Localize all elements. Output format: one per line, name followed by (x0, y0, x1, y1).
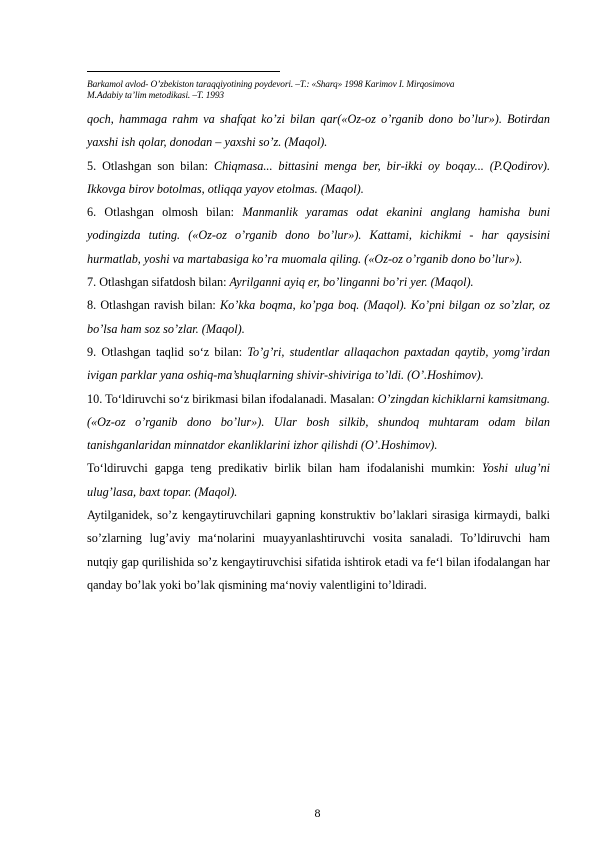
paragraph: 10. To‘ldiruvchi so‘z birikmasi bilan ifodalanadi. Masalan: O’zingdan kichiklarni kamsitmang. («Oz-oz o’rganib dono bo’lur»). Ular bosh silkib, shundoq muhtaram odam bilan tanishganlaridan minnatdor ekanliklarini izhor qilishdi (O’.Hoshimov). (87, 391, 550, 453)
page-number: 8 (314, 806, 321, 820)
footnote-line-2: M.Adabiy ta’lim metodikasi. –T. 1993 (87, 91, 224, 101)
footnote-separator (87, 71, 280, 72)
body-text (87, 108, 550, 597)
paragraph: 8. Otlashgan ravish bilan: Ko’kka boqma, ko’pga boq. (Maqol). Ko’pni bilgan oz so’zlar, oz bo’lsa ham soz so’zlar. (Maqol). (87, 298, 550, 336)
paragraph: 7. Otlashgan sifatdosh bilan: Ayrilganni ayiq er, bo’linganni bo’ri yer. (Maqol). (87, 275, 474, 290)
paragraph: 5. Otlashgan son bilan: Chiqmasa... bittasini menga ber, bir-ikki oy boqay... (P.Qodirov). Ikkovga birov botolmas, otliqqa yayov etolmas. (Maqol). (87, 158, 550, 196)
paragraph: Aytilganidek, so’z kengaytiruvchilari gapning konstruktiv bo’laklari sirasiga kirmaydi, balki so’zlarning lug’aviy ma‘nolarini muayyanlashtiruvchi vosita sanaladi. To’ldiruvchi ham nutqiy gap qurilishida so’z kengaytiruvchisi sifatida ishtirok etadi va fe‘l bilan ifodalangan har qanday bo’lak yoki bo’lak qismining ma‘noviy valentligini to’ldiradi. (87, 508, 550, 592)
paragraph: 9. Otlashgan taqlid so‘z bilan: To’g’ri, studentlar allaqachon paxtadan qaytib, yomg’irdan ivigan parklar yana oshiq-ma’shuqlarning shivir-shiviriga to’ldi. (O’.Hoshimov). (87, 344, 550, 383)
paragraph: To‘ldiruvchi gapga teng predikativ birlik bilan ham ifodalanishi mumkin: Yoshi ulug’ni ulug’lasa, baxt topar. (Maqol). (87, 461, 550, 499)
footnote-line-1: Barkamol avlod- O’zbekiston taraqqiyotining poydevori. –T.: «Sharq» 1998 Karimov I. Mirqosimova (87, 80, 455, 90)
footnote (87, 80, 557, 102)
paragraph: 6. Otlashgan olmosh bilan: Manmanlik yaramas odat ekanini anglang hamisha buni yodingizda tuting. («Oz-oz o’rganib dono bo’lur»). Kattami, kichikmi - har qaysisini hurmatlab, yoshi va martabasiga ko’ra muomala qiling. («Oz-oz o’rganib dono bo’lur»). (87, 205, 550, 266)
paragraph: qoch, hammaga rahm va shafqat ko’zi bilan qar(«Oz-oz o’rganib dono bo’lur»). Botirdan yaxshi ish qolar, donodan – yaxshi so’z. (Maqol). (87, 112, 550, 150)
